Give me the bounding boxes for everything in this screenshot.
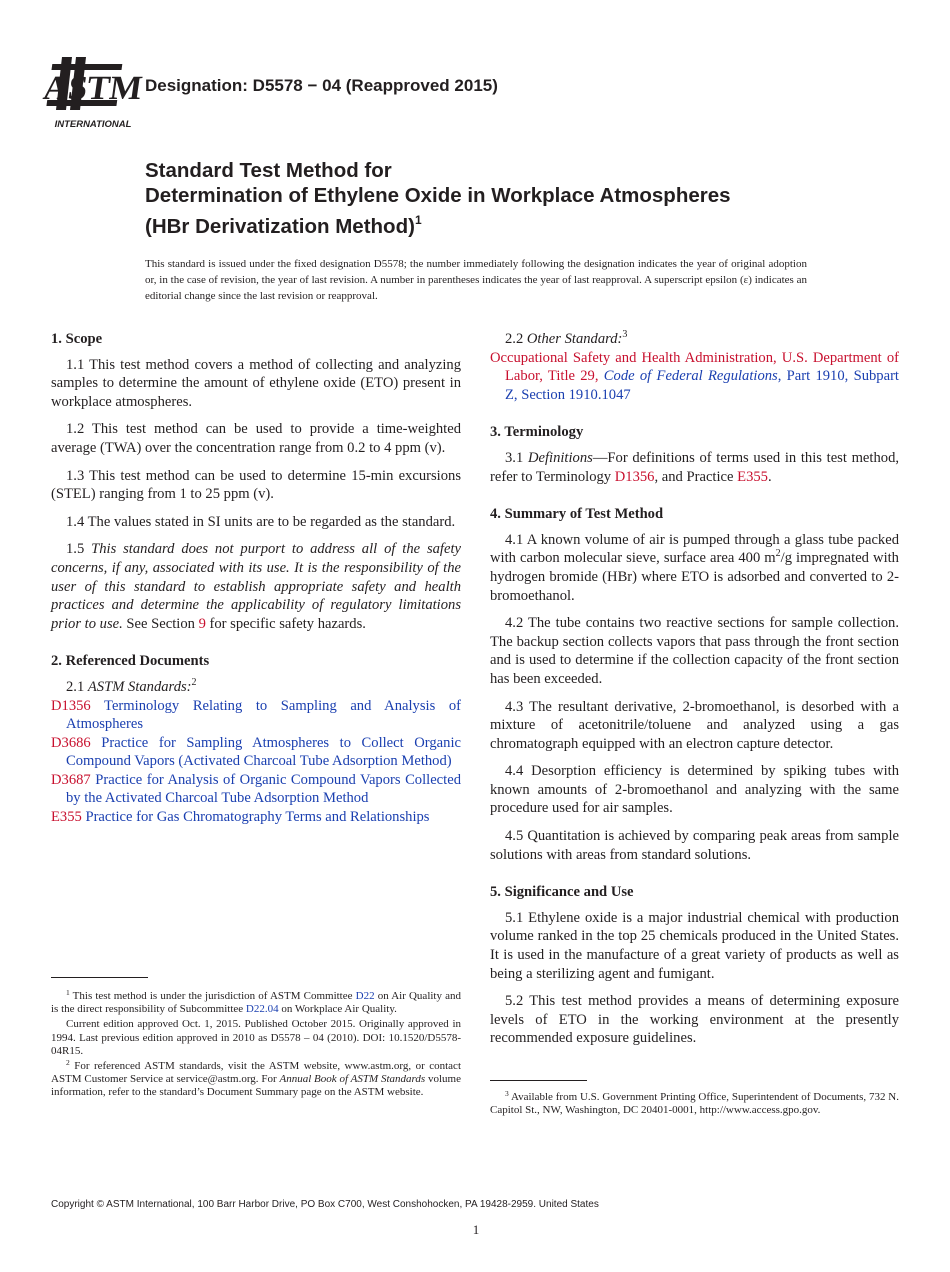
subsection-astm-standards: [51, 678, 461, 697]
safety-statement: This standard does not purport to address all of the safety concerns, if any, associated with its use. It is the responsibility of the user of this standard to establish appropriate safety and health practices and determine the applicability of regulatory limitations prior to use.: [51, 541, 461, 632]
paragraph: 1.3 This test method can be used to determine 15-min excursions (STEL) ranging from 1 to 25 ppm (v).: [51, 467, 461, 503]
text: Available from U.S. Government Printing Office, Superintendent of Documents, 732 N. Capitol St., NW, Washington, DC 20401-0001, http://www.access.gpo.gov.: [490, 1091, 899, 1117]
superscript: 2: [775, 548, 781, 560]
footnote: [51, 990, 461, 1016]
footnote-divider: [490, 1080, 587, 1081]
text: This test method is under the jurisdiction of ASTM Committee: [69, 990, 356, 1002]
text: .: [767, 468, 772, 485]
paragraph: 4.3 The resultant derivative, 2-bromoethanol, is desorbed with a mixture of acetonitrile/toluene and analyzed using a gas chromatograph equipped with an electron capture detector.: [490, 698, 899, 752]
footnote-mark: 2: [191, 676, 197, 688]
text: /g impregnated with hydrogen bromide (HBr) where ETO is adsorbed and converted to 2-bromoethanol.: [490, 550, 899, 604]
reference-item[interactable]: [51, 771, 461, 808]
footnote: [490, 1091, 899, 1117]
section-heading-scope: 1. Scope: [51, 331, 103, 347]
text: For referenced ASTM standards, visit the ASTM website, www.astm.org, or contact ASTM Customer Service at service@astm.org. For: [51, 1060, 461, 1086]
svg-text:ASTM: ASTM: [41, 70, 145, 107]
reference-item[interactable]: [51, 697, 461, 734]
reference-link[interactable]: E355: [737, 468, 768, 485]
committee-link[interactable]: D22: [355, 990, 375, 1002]
reference-item-osha[interactable]: [490, 349, 899, 405]
logo-text: INTERNATIONAL: [54, 119, 132, 130]
reference-source[interactable]: Occupational Safety and Health Administration, U.S. Department of Labor, Title 29,: [490, 349, 899, 385]
section-heading-referenced-documents: 2. Referenced Documents: [51, 653, 210, 670]
footnote-divider: [51, 977, 148, 978]
document-title: [145, 158, 845, 239]
text: volume information, refer to the standard’s Document Summary page on the ASTM website.: [51, 1073, 461, 1099]
right-column: [490, 330, 899, 1057]
footnotes-right: [490, 1091, 899, 1119]
subsection-other-standard: [490, 330, 899, 349]
paragraph: [490, 531, 899, 605]
paragraph: 1.4 The values stated in SI units are to be regarded as the standard.: [66, 513, 456, 530]
paragraph-number: 1.5: [66, 541, 92, 558]
reference-title[interactable]: Practice for Gas Chromatography Terms and Relationships: [81, 809, 430, 826]
astm-logo-icon: [41, 52, 145, 134]
left-column: [51, 330, 461, 827]
text: on Air Quality and is the direct responsibility of Subcommittee: [51, 990, 461, 1016]
book-title: Annual Book of ASTM Standards: [279, 1073, 426, 1086]
text: See Section: [122, 615, 199, 632]
reference-code[interactable]: E355: [51, 809, 82, 826]
paragraph: [490, 449, 899, 486]
footnotes-left: [51, 990, 461, 1102]
reference-code[interactable]: D3687: [51, 771, 91, 788]
paragraph: 1.2 This test method can be used to provide a time-weighted average (TWA) over the concentration range from 0.2 to 4 ppm (v).: [51, 421, 461, 456]
reference-section[interactable]: , Part 1910, Subpart Z, Section 1910.1047: [505, 368, 899, 403]
reference-code[interactable]: D1356: [51, 697, 91, 714]
reference-title[interactable]: Practice for Analysis of Organic Compound Vapors Collected by the Activated Charcoal Tube Adsorption Method: [66, 771, 461, 807]
footnote: [51, 1060, 461, 1100]
paragraph: 5.1 Ethylene oxide is a major industrial chemical with production volume ranked in the top 25 chemicals produced in the United States. It is used in the manufacture of a great variety of products as well as being a sterilizing agent and fumigant.: [490, 909, 899, 982]
footnote-mark: 1: [66, 988, 70, 997]
term: Definitions: [527, 449, 593, 466]
paragraph: 4.4 Desorption efficiency is determined by spiking tubes with known amounts of 2-bromoethanol and analyzing with the same procedure used for air samples.: [490, 763, 899, 817]
footnote-mark: 1: [414, 213, 422, 227]
copyright-notice: Copyright © ASTM International, 100 Barr Harbor Drive, PO Box C700, West Conshohocken, PA 19428-2959. United States: [51, 1199, 599, 1210]
reference-item[interactable]: [51, 734, 461, 771]
designation: Designation: D5578 − 04 (Reapproved 2015): [145, 76, 498, 95]
subsection-label: ASTM Standards:: [87, 678, 192, 695]
reference-link[interactable]: D1356: [614, 468, 655, 485]
subsection-label: Other Standard:: [526, 331, 623, 347]
section-heading-significance: 5. Significance and Use: [490, 884, 634, 901]
section-heading-summary: 4. Summary of Test Method: [490, 506, 664, 523]
text: for specific safety hazards.: [205, 615, 366, 632]
title-line: Standard Test Method for: [145, 159, 392, 182]
subcommittee-link[interactable]: D22.04: [245, 1003, 279, 1016]
page-number: 1: [472, 1222, 480, 1237]
paragraph: 4.2 The tube contains two reactive sections for sample collection. The backup section collects vapors that pass through the front section and is used to determine if the collection capacity of the front section has been exceeded.: [490, 615, 899, 687]
designation-notice: This standard is issued under the fixed designation D5578; the number immediately following the designation indicates the year of original adoption or, in the case of revision, the year of last revision. A number in parentheses indicates the year of last reapproval. A superscript epsilon (ε) indicates an editorial change since the last revision or reapproval.: [145, 258, 807, 302]
title-line: [145, 208, 845, 239]
reference-code[interactable]: D3686: [51, 734, 91, 751]
reference-item[interactable]: [51, 808, 461, 827]
title-line: Determination of Ethylene Oxide in Workplace Atmospheres: [145, 184, 731, 207]
footnote-edition: Current edition approved Oct. 1, 2015. Published October 2015. Originally approved in 1994. Last previous edition approved in 2010 as D5578 – 04 (2010). DOI: 10.1520/D5578-04R15.: [51, 1018, 461, 1057]
footnote-mark: 2: [66, 1058, 70, 1068]
paragraph-number: 2.1: [66, 678, 88, 695]
text: , and Practice: [654, 468, 738, 485]
reference-title[interactable]: Terminology Relating to Sampling and Analysis of Atmospheres: [66, 697, 461, 733]
reference-title[interactable]: Code of Federal Regulations: [603, 368, 778, 385]
footnote-mark: 3: [622, 329, 628, 340]
text: —For definitions of terms used in this test method, refer to Terminology: [490, 449, 900, 485]
footnote-mark: 3: [505, 1089, 509, 1098]
reference-title[interactable]: Practice for Sampling Atmospheres to Collect Organic Compound Vapors (Activated Charcoal Tube Adsorption Method): [66, 734, 461, 770]
safety-paragraph: [51, 540, 461, 633]
paragraph: 5.2 This test method provides a means of determining exposure levels of ETO in the working environment at the presently recommended exposure guidelines.: [490, 993, 899, 1047]
section-heading-terminology: 3. Terminology: [490, 424, 584, 441]
astm-logo: [41, 52, 145, 134]
paragraph-number: 3.1: [505, 449, 528, 466]
paragraph: 4.5 Quantitation is achieved by comparing peak areas from sample solutions with areas from standard solutions.: [490, 828, 899, 863]
paragraph-number: 2.2: [505, 331, 527, 347]
section-link[interactable]: 9: [198, 615, 206, 632]
text: 4.1 A known volume of air is pumped through a glass tube packed with carbon molecular sieve, surface area 400 m: [490, 531, 899, 567]
paragraph: 1.1 This test method covers a method of collecting and analyzing samples to determine the amount of ethylene oxide (ETO) present in workplace atmospheres.: [51, 356, 461, 410]
title-line-text: (HBr Derivatization Method): [145, 215, 415, 238]
text: on Workplace Air Quality.: [278, 1003, 397, 1016]
